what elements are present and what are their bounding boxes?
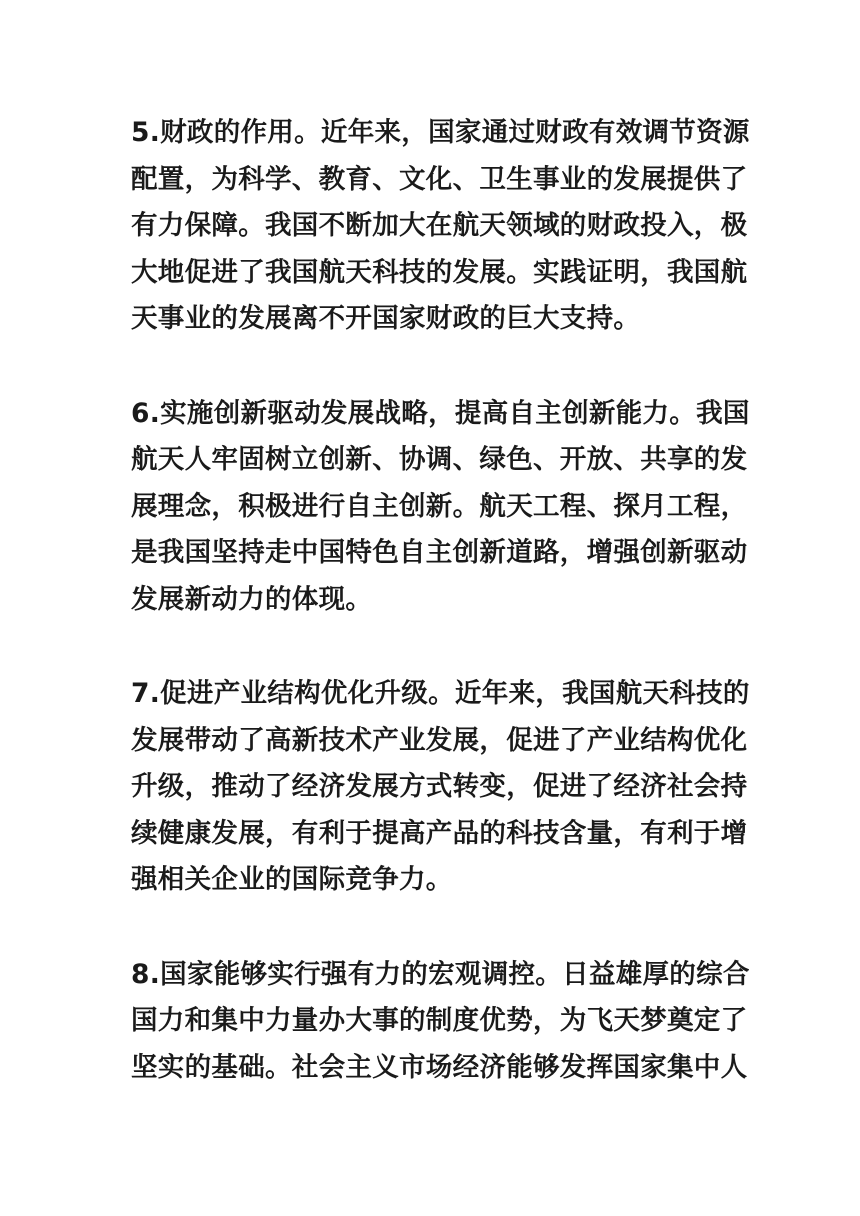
text-line: 有力保障。我国不断加大在航天领域的财政投入，极 xyxy=(131,210,748,241)
text-line: 航天人牢固树立创新、协调、绿色、开放、共享的发 xyxy=(131,444,748,475)
text-line: 发展新动力的体现。 xyxy=(131,583,373,615)
text-line: 坚实的基础。社会主义市场经济能够发挥国家集中人 xyxy=(131,1051,748,1083)
text-line: 天事业的发展离不开国家财政的巨大支持。 xyxy=(131,303,641,334)
text-line: 8.国家能够实行强有力的宏观调控。日益雄厚的综合 xyxy=(131,958,750,990)
text-line: 升级，推动了经济发展方式转变，促进了经济社会持 xyxy=(131,771,748,802)
document-page xyxy=(131,110,750,1139)
text-line: 展理念，积极进行自主创新。航天工程、探月工程， xyxy=(131,490,748,522)
text-line: 续健康发展，有利于提高产品的科技含量，有利于增 xyxy=(131,817,748,849)
text-line: 配置，为科学、教育、文化、卫生事业的发展提供了 xyxy=(131,163,748,195)
text-line: 6.实施创新驱动发展战略，提高自主创新能力。我国 xyxy=(131,397,750,429)
text-line: 大地促进了我国航天科技的发展。实践证明，我国航 xyxy=(131,256,748,288)
text-line: 5.财政的作用。近年来，国家通过财政有效调节资源 xyxy=(131,117,750,148)
paragraph-7 xyxy=(131,671,750,904)
paragraph-8 xyxy=(131,952,750,1092)
paragraph-6 xyxy=(131,391,750,624)
text-line: 强相关企业的国际竞争力。 xyxy=(131,864,453,895)
text-line: 是我国坚持走中国特色自主创新道路，增强创新驱动 xyxy=(131,537,748,568)
paragraph-5 xyxy=(131,110,750,343)
text-line: 国力和集中力量办大事的制度优势，为飞天梦奠定了 xyxy=(131,1005,748,1036)
text-line: 发展带动了高新技术产业发展，促进了产业结构优化 xyxy=(131,724,748,756)
text-line: 7.促进产业结构优化升级。近年来，我国航天科技的 xyxy=(131,678,750,709)
